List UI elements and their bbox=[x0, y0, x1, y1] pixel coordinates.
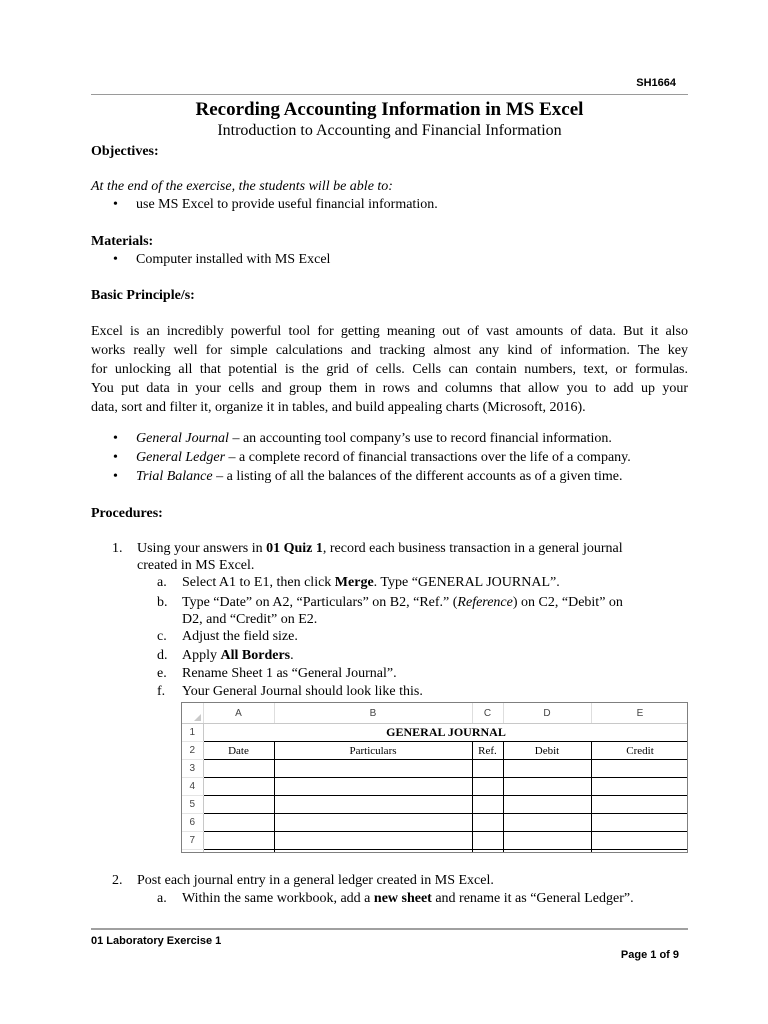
sub-text: Rename Sheet 1 as “General Journal”. bbox=[182, 666, 397, 681]
sub-text-part: Apply bbox=[182, 648, 221, 663]
empty-cell bbox=[274, 850, 472, 854]
term-text bbox=[136, 468, 623, 486]
materials-heading: Materials: bbox=[91, 234, 154, 249]
header-cell: Debit bbox=[503, 742, 591, 760]
sub-text-bold: new sheet bbox=[373, 891, 432, 906]
sub-text bbox=[182, 647, 294, 665]
procedures-heading: Procedures: bbox=[91, 506, 163, 521]
sheet-row bbox=[182, 778, 688, 796]
document-subtitle: Introduction to Accounting and Financial Information bbox=[217, 122, 562, 139]
step-text: Post each journal entry in a general ledger created in MS Excel. bbox=[137, 873, 494, 888]
excel-grid bbox=[182, 703, 688, 853]
empty-cell bbox=[203, 814, 274, 832]
sub-text-part: Within the same workbook, add a bbox=[182, 891, 374, 906]
principles-paragraph bbox=[91, 322, 688, 417]
sub-letter: b. bbox=[157, 595, 168, 610]
sub-text-part: . bbox=[290, 648, 294, 663]
objectives-intro bbox=[91, 178, 393, 196]
column-header: D bbox=[503, 703, 591, 724]
empty-cell bbox=[274, 778, 472, 796]
objectives-item-text: use MS Excel to provide useful financial information. bbox=[136, 197, 438, 212]
column-header-row bbox=[182, 703, 688, 724]
row-header bbox=[182, 850, 203, 854]
row-header: 1 bbox=[182, 724, 203, 742]
sheet-row bbox=[182, 760, 688, 778]
empty-cell bbox=[591, 814, 688, 832]
row-header: 4 bbox=[182, 778, 203, 796]
empty-cell bbox=[472, 814, 503, 832]
term-name: Trial Balance bbox=[136, 469, 213, 484]
sub-text-italic: Reference bbox=[457, 595, 513, 610]
sub-letter: e. bbox=[157, 666, 167, 681]
paragraph-line: data, sort and filter it, organize it in tables, and build appealing charts (Microsoft, 2016). bbox=[91, 400, 586, 415]
objectives-heading: Objectives: bbox=[91, 144, 159, 159]
sub-text bbox=[182, 594, 623, 612]
footer-course: 01 Laboratory Exercise 1 bbox=[91, 935, 222, 947]
sub-text-part: Type “Date” on A2, “Particulars” on B2, “Ref.” ( bbox=[182, 595, 458, 610]
term-name: General Ledger bbox=[136, 450, 226, 465]
sub-text-part: and rename it as “General Ledger”. bbox=[431, 891, 634, 906]
empty-cell bbox=[503, 850, 591, 854]
row-header: 2 bbox=[182, 742, 203, 760]
term-desc: – a complete record of financial transactions over the life of a company. bbox=[225, 450, 631, 465]
empty-cell bbox=[472, 760, 503, 778]
sub-text-bold: Merge bbox=[334, 575, 374, 590]
header-cell: Ref. bbox=[472, 742, 503, 760]
empty-cell bbox=[472, 778, 503, 796]
bullet-icon: • bbox=[113, 469, 118, 484]
objectives-intro-text: At the end of the exercise, the students will be able to: bbox=[91, 179, 393, 194]
empty-cell bbox=[472, 832, 503, 850]
page-number: Page 1 of 9 bbox=[620, 949, 679, 961]
sub-letter: d. bbox=[157, 648, 168, 663]
sub-text-bold: All Borders bbox=[220, 648, 291, 663]
sub-text-part: ) on C2, “Debit” on bbox=[512, 595, 623, 610]
sub-text bbox=[182, 890, 634, 908]
empty-cell bbox=[591, 778, 688, 796]
bullet-icon: • bbox=[113, 431, 118, 446]
empty-cell bbox=[274, 760, 472, 778]
empty-cell bbox=[503, 832, 591, 850]
sheet-row bbox=[182, 850, 688, 854]
step-number: 2. bbox=[112, 873, 123, 888]
column-header: C bbox=[472, 703, 503, 724]
empty-cell bbox=[591, 796, 688, 814]
paragraph-line: works really well for simple calculations and tracking almost any kind of information. The key bbox=[91, 343, 688, 358]
term-text bbox=[136, 430, 612, 448]
empty-cell bbox=[503, 760, 591, 778]
sheet-row bbox=[182, 796, 688, 814]
bullet-icon: • bbox=[113, 252, 118, 267]
empty-cell bbox=[591, 760, 688, 778]
empty-cell bbox=[203, 760, 274, 778]
term-desc: – an accounting tool company’s use to record financial information. bbox=[228, 431, 612, 446]
merged-title-cell: GENERAL JOURNAL bbox=[203, 724, 688, 742]
paragraph-line: You put data in your cells and group them in rows and columns that allow you to add up your bbox=[91, 381, 688, 396]
empty-cell bbox=[472, 796, 503, 814]
paragraph-line: Excel is an incredibly powerful tool for getting meaning out of vast amounts of data. But it also bbox=[91, 324, 688, 339]
empty-cell bbox=[503, 778, 591, 796]
step-text bbox=[137, 540, 623, 558]
empty-cell bbox=[591, 832, 688, 850]
step-1-sub-b-line2: D2, and “Credit” on E2. bbox=[182, 612, 318, 627]
sub-text-part: . Type “GENERAL JOURNAL”. bbox=[373, 575, 560, 590]
empty-cell bbox=[472, 850, 503, 854]
sub-text-part: Select A1 to E1, then click bbox=[182, 575, 335, 590]
materials-item-text: Computer installed with MS Excel bbox=[136, 252, 331, 267]
term-name: General Journal bbox=[136, 431, 229, 446]
sheet-row bbox=[182, 742, 688, 760]
sheet-row bbox=[182, 724, 688, 742]
sub-text bbox=[182, 574, 560, 592]
procedure-step-1-line2: created in MS Excel. bbox=[137, 558, 255, 573]
excel-general-journal-screenshot bbox=[181, 702, 688, 853]
paragraph-line: for unlocking all that potential is the grid of cells. Cells can contain numbers, text, or formulas. bbox=[91, 362, 688, 377]
row-header: 3 bbox=[182, 760, 203, 778]
header-cell: Particulars bbox=[274, 742, 472, 760]
footer-rule bbox=[91, 928, 688, 930]
bullet-icon: • bbox=[113, 450, 118, 465]
empty-cell bbox=[274, 832, 472, 850]
row-header: 7 bbox=[182, 832, 203, 850]
sub-letter: f. bbox=[157, 684, 166, 699]
empty-cell bbox=[274, 814, 472, 832]
sub-letter: a. bbox=[157, 575, 167, 590]
step-text-part: Using your answers in bbox=[137, 541, 267, 556]
sheet-row bbox=[182, 814, 688, 832]
empty-cell bbox=[274, 796, 472, 814]
empty-cell bbox=[203, 832, 274, 850]
empty-cell bbox=[503, 814, 591, 832]
term-desc: – a listing of all the balances of the different accounts as of a given time. bbox=[212, 469, 623, 484]
header-cell: Date bbox=[203, 742, 274, 760]
document-code: SH1664 bbox=[636, 77, 676, 89]
row-header: 5 bbox=[182, 796, 203, 814]
header-cell: Credit bbox=[591, 742, 688, 760]
step-text-bold: 01 Quiz 1 bbox=[266, 541, 323, 556]
empty-cell bbox=[503, 796, 591, 814]
sub-letter: c. bbox=[157, 629, 167, 644]
principles-heading: Basic Principle/s: bbox=[91, 288, 195, 303]
step-text-part: , record each business transaction in a general journal bbox=[322, 541, 623, 556]
select-all-corner bbox=[182, 703, 203, 724]
empty-cell bbox=[203, 850, 274, 854]
sub-text: Your General Journal should look like this. bbox=[182, 684, 423, 699]
column-header: E bbox=[591, 703, 688, 724]
sheet-row bbox=[182, 832, 688, 850]
sub-letter: a. bbox=[157, 891, 167, 906]
document-title: Recording Accounting Information in MS Excel bbox=[195, 99, 584, 120]
step-number: 1. bbox=[112, 541, 123, 556]
empty-cell bbox=[591, 850, 688, 854]
sub-text: Adjust the field size. bbox=[182, 629, 298, 644]
column-header: B bbox=[274, 703, 472, 724]
row-header: 6 bbox=[182, 814, 203, 832]
bullet-icon: • bbox=[113, 197, 118, 212]
empty-cell bbox=[203, 796, 274, 814]
empty-cell bbox=[203, 778, 274, 796]
column-header: A bbox=[203, 703, 274, 724]
header-rule bbox=[91, 94, 688, 95]
term-text bbox=[136, 449, 631, 467]
